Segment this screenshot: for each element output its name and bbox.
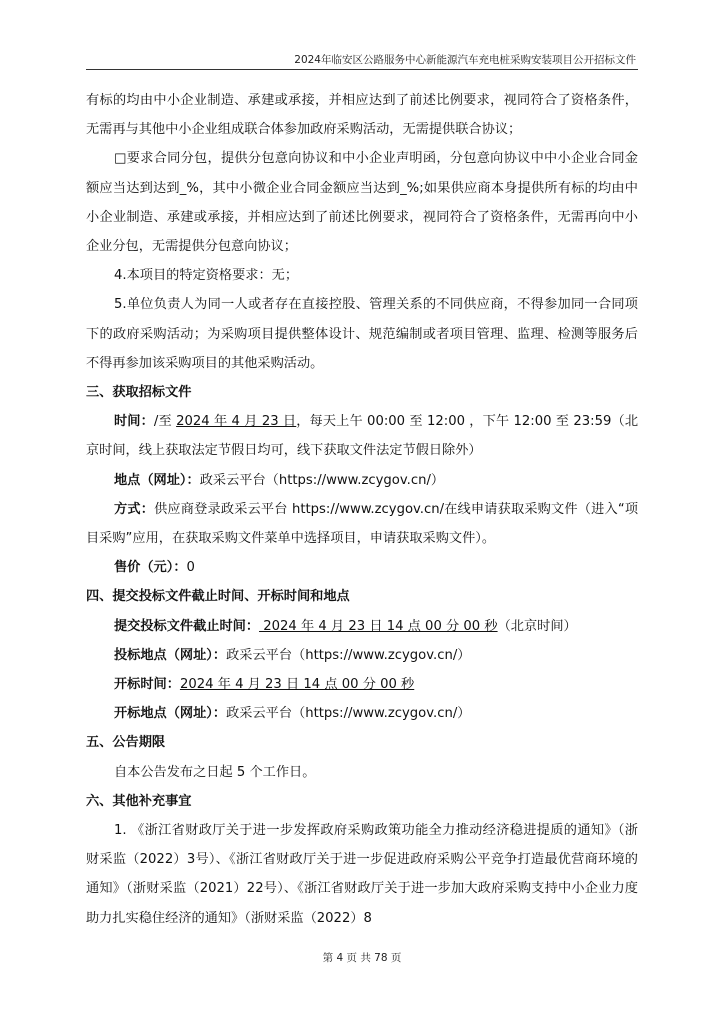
section-heading-obtain-documents: 三、获取招标文件 (86, 385, 192, 401)
obtain-time-rest: ，每天上午 00:00 至 12:00 ，下午 12:00 至 23:59（北京时间，线上获取法定节假日均可，线下获取文件法定节假日除外） (86, 414, 639, 459)
paragraph-specific-requirements: 4.本项目的特定资格要求：无； (114, 268, 299, 284)
paragraph-restriction: 5.单位负责人为同一人或者存在直接控股、管理关系的不同供应商，不得参加同一合同项下的政府采购活动；为采购项目提供整体设计、规范编制或者项目管理、监理、检测等服务后不得再参加该采购项目的其他采购活动。 (86, 297, 638, 371)
deadline-value: 2024 年 4 月 23 日 14 点 00 分 00 秒 (259, 618, 498, 634)
supplementary-text: 1. 《浙江省财政厅关于进一步发挥政府采购政策功能全力推动经济稳进提质的通知》（浙财采监（2022）3号）、《浙江省财政厅关于进一步促进政府采购公平竞争打造最优营商环境的通知》（浙财采监（2021）22号）、《浙江省财政厅关于进一步加大政府采购支持中小企业力度助力扎实稳住经济的通知》（浙财采监（2022）8 (86, 823, 638, 926)
page-number: 第 4 页 共 78 页 (322, 952, 402, 964)
open-place-value: 政采云平台（https://www.zcygov.cn/） (226, 706, 471, 722)
deadline-label: 提交投标文件截止时间： (114, 618, 260, 634)
paragraph-sme-qualification: 有标的均由中小企业制造、承建或承接，并相应达到了前述比例要求，视同符合了资格条件，无需再与其他中小企业组成联合体参加政府采购活动，无需提供联合协议； (86, 93, 638, 138)
deadline-paragraph (86, 612, 638, 641)
price-paragraph (86, 553, 638, 582)
notice-period-text: 自本公告发布之日起 5 个工作日。 (114, 764, 316, 780)
header-divider (86, 69, 638, 70)
open-time-paragraph (86, 670, 638, 699)
obtain-time-label: 时间： (114, 414, 154, 430)
bid-place-value: 政采云平台（https://www.zcygov.cn/） (226, 647, 471, 663)
document-header-title: 2024年临安区公路服务中心新能源汽车充电桩采购安装项目公开招标文件 (294, 54, 636, 66)
bid-place-label: 投标地点（网址）： (114, 647, 227, 663)
obtain-place-label: 地点（网址）： (114, 472, 200, 488)
open-place-paragraph (86, 699, 638, 728)
paragraph-subcontract: □要求合同分包，提供分包意向协议和中小企业声明函，分包意向协议中中小企业合同金额应当达到达到_%，其中小微企业合同金额应当达到_%;如果供应商本身提供所有标的均由中小企业制造、承建或承接，并相应达到了前述比例要求，视同符合了资格条件，无需再向中小企业分包，无需提供分包意向协议； (86, 151, 638, 255)
obtain-time-paragraph (86, 407, 638, 465)
obtain-time-date: 2024 年 4 月 23 日 (176, 414, 297, 430)
deadline-note: （北京时间） (497, 618, 577, 634)
obtain-place-value: 政采云平台（https://www.zcygov.cn/） (199, 472, 445, 488)
section-heading-notice-period: 五、公告期限 (86, 735, 166, 751)
open-time-label: 开标时间： (114, 677, 180, 693)
price-label: 售价（元）： (114, 560, 187, 576)
obtain-method-value: 供应商登录政采云平台 https://www.zcygov.cn/在线申请获取采购文件（进入“项目采购”应用，在获取采购文件菜单中选择项目，申请获取采购文件）。 (86, 501, 639, 547)
open-time-value: 2024 年 4 月 23 日 14 点 00 分 00 秒 (179, 677, 415, 693)
obtain-time-prefix: /至 (153, 414, 177, 430)
bid-place-paragraph (86, 641, 638, 670)
section-heading-supplementary: 六、其他补充事宜 (86, 793, 192, 809)
document-body (86, 86, 638, 933)
section-heading-deadline: 四、提交投标文件截止时间、开标时间和地点 (86, 589, 350, 605)
obtain-place-paragraph (86, 466, 638, 495)
price-value: 0 (186, 560, 195, 576)
open-place-label: 开标地点（网址）： (114, 706, 227, 722)
obtain-method-paragraph (86, 495, 638, 553)
obtain-method-label: 方式： (114, 501, 155, 517)
